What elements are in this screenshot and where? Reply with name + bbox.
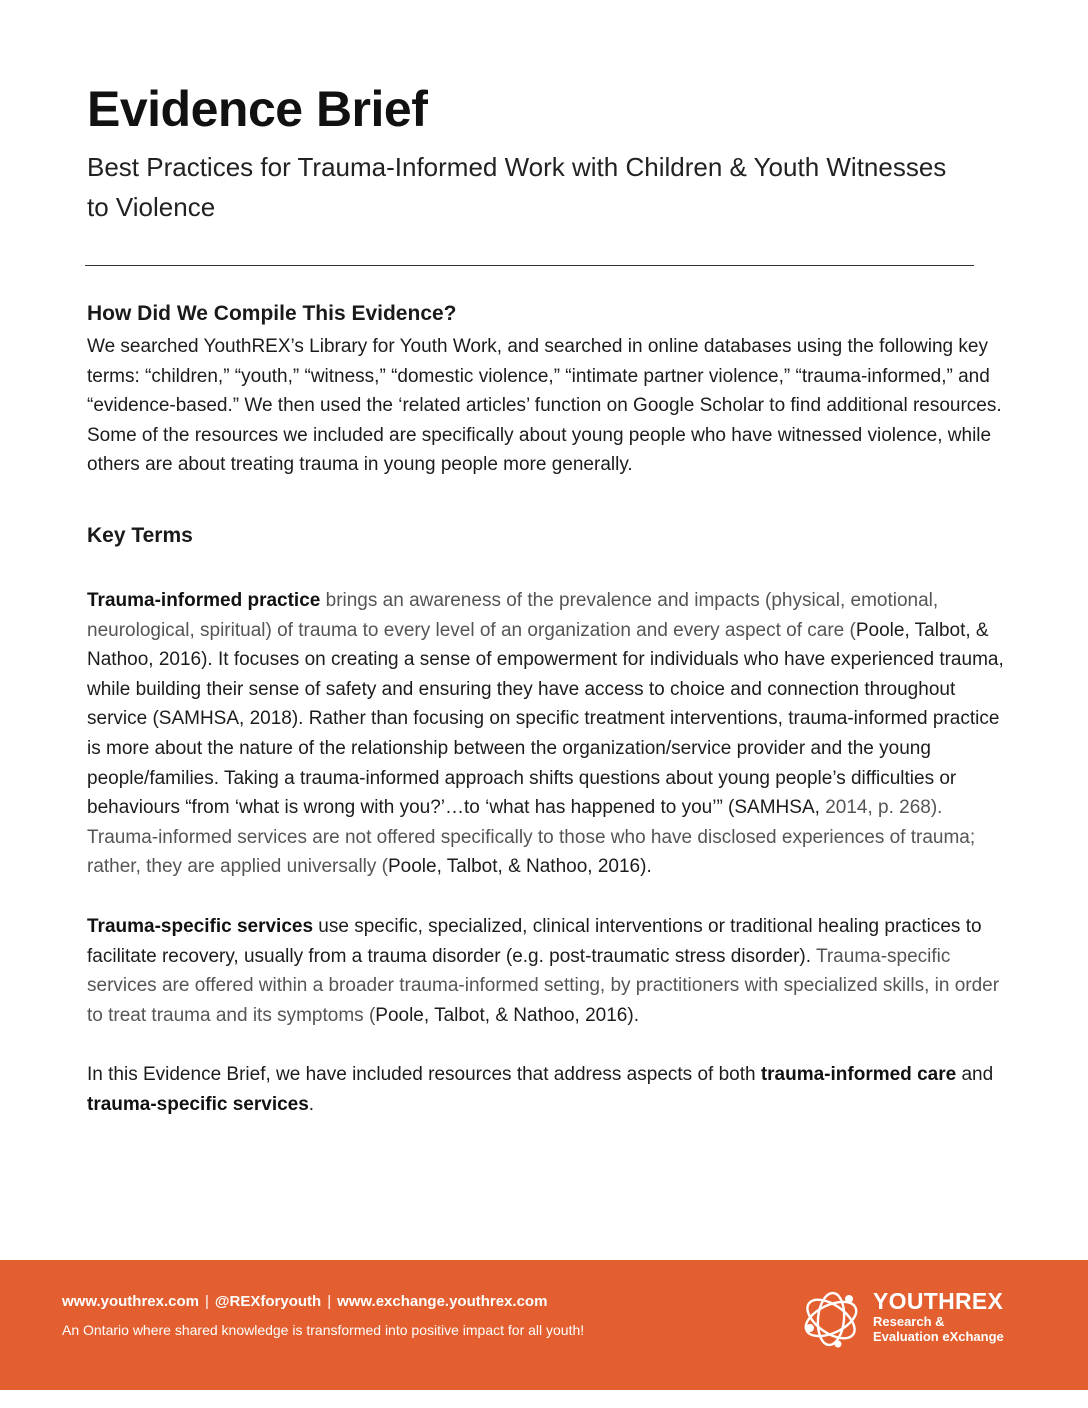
method-paragraph: We searched YouthREX’s Library for Youth Work, and searched in online databases using the following key terms: “children,” “youth,” “witness,” “domestic violence,” “intimate partner violence,” “trauma-informed,” and “evidence-based.” We then used the ‘related articles’ function on Google Scholar to find additional resources. Some of the resources we included are specifically about young people who have witnessed violence, while others are about treating trauma in young people more generally. — [87, 336, 1002, 476]
logo-subtitle-line1: Research & — [873, 1314, 945, 1329]
footer-links — [62, 1293, 547, 1310]
main-content — [87, 298, 1007, 1119]
orbit-rings-icon — [798, 1286, 864, 1352]
logo-wordmark — [873, 1288, 1004, 1344]
link-separator: | — [327, 1293, 332, 1310]
summary-suffix: . — [308, 1093, 315, 1115]
trauma-specific-paragraph — [87, 912, 1007, 1030]
trauma-informed-text-4: Poole, Talbot, & Nathoo, 2016). — [388, 856, 652, 878]
logo-subtitle-line2: Evaluation eXchange — [873, 1329, 1004, 1344]
trauma-specific-text-2: Trauma-specific services are offered within a broader trauma-informed setting, by practitioners with specialized skills, in order to treat trauma and its symptoms ( — [87, 945, 1000, 1026]
footer-banner — [0, 1260, 1088, 1390]
trauma-informed-term: Trauma-informed practice — [87, 589, 321, 611]
key-terms-heading: Key Terms — [87, 523, 193, 547]
summary-paragraph — [87, 1060, 1007, 1119]
title-divider — [85, 265, 974, 266]
twitter-link[interactable]: @REXforyouth — [214, 1293, 322, 1310]
trauma-specific-text-1: use specific, specialized, clinical interventions or traditional healing practices to facilitate recovery, usually from a trauma disorder (e.g. post-traumatic stress disorder). — [87, 915, 982, 967]
trauma-specific-term: Trauma-specific services — [87, 915, 314, 937]
summary-bold-specific: trauma-specific services — [87, 1093, 309, 1115]
page-subtitle: Best Practices for Trauma-Informed Work with Children & Youth Witnesses to Violence — [87, 152, 947, 222]
trauma-informed-text-1: brings an awareness of the prevalence and impacts (physical, emotional, neurological, spiritual) of trauma to every level of an organization and every aspect of care ( — [87, 589, 939, 641]
logo-name: YOUTHREX — [873, 1288, 1004, 1314]
summary-prefix: In this Evidence Brief, we have included resources that address aspects of both — [87, 1064, 761, 1086]
trauma-informed-text-2: Poole, Talbot, & Nathoo, 2016). It focuses on creating a sense of empowerment for individuals who have experienced trauma, while building their sense of safety and ensuring they have access to choice and connection throughout service (SAMHSA, 2018). Rather than focusing on specific treatment interventions, trauma-informed practice is more about the nature of the relationship between the organization/service provider and the young people/families. Taking a trauma-informed approach shifts questions about young people’s difficulties or behaviours “from ‘what is wrong with you?’…to ‘what has happened to you’” (SAMHSA, — [87, 619, 1004, 819]
link-separator: | — [204, 1293, 209, 1310]
footer-tagline: An Ontario where shared knowledge is transformed into positive impact for all youth! — [62, 1322, 585, 1338]
exchange-link[interactable]: www.exchange.youthrex.com — [337, 1293, 548, 1310]
trauma-informed-text-3: 2014, p. 268). Trauma-informed services are not offered specifically to those who have disclosed experiences of trauma; rather, they are applied universally ( — [87, 797, 976, 878]
summary-bold-informed: trauma-informed care — [760, 1064, 957, 1086]
trauma-specific-text-3: Poole, Talbot, & Nathoo, 2016). — [375, 1004, 639, 1026]
website-link[interactable]: www.youthrex.com — [62, 1293, 199, 1310]
trauma-informed-paragraph — [87, 586, 1007, 882]
summary-middle: and — [956, 1064, 994, 1086]
page-title: Evidence Brief — [87, 81, 428, 137]
method-heading: How Did We Compile This Evidence? — [87, 302, 457, 325]
